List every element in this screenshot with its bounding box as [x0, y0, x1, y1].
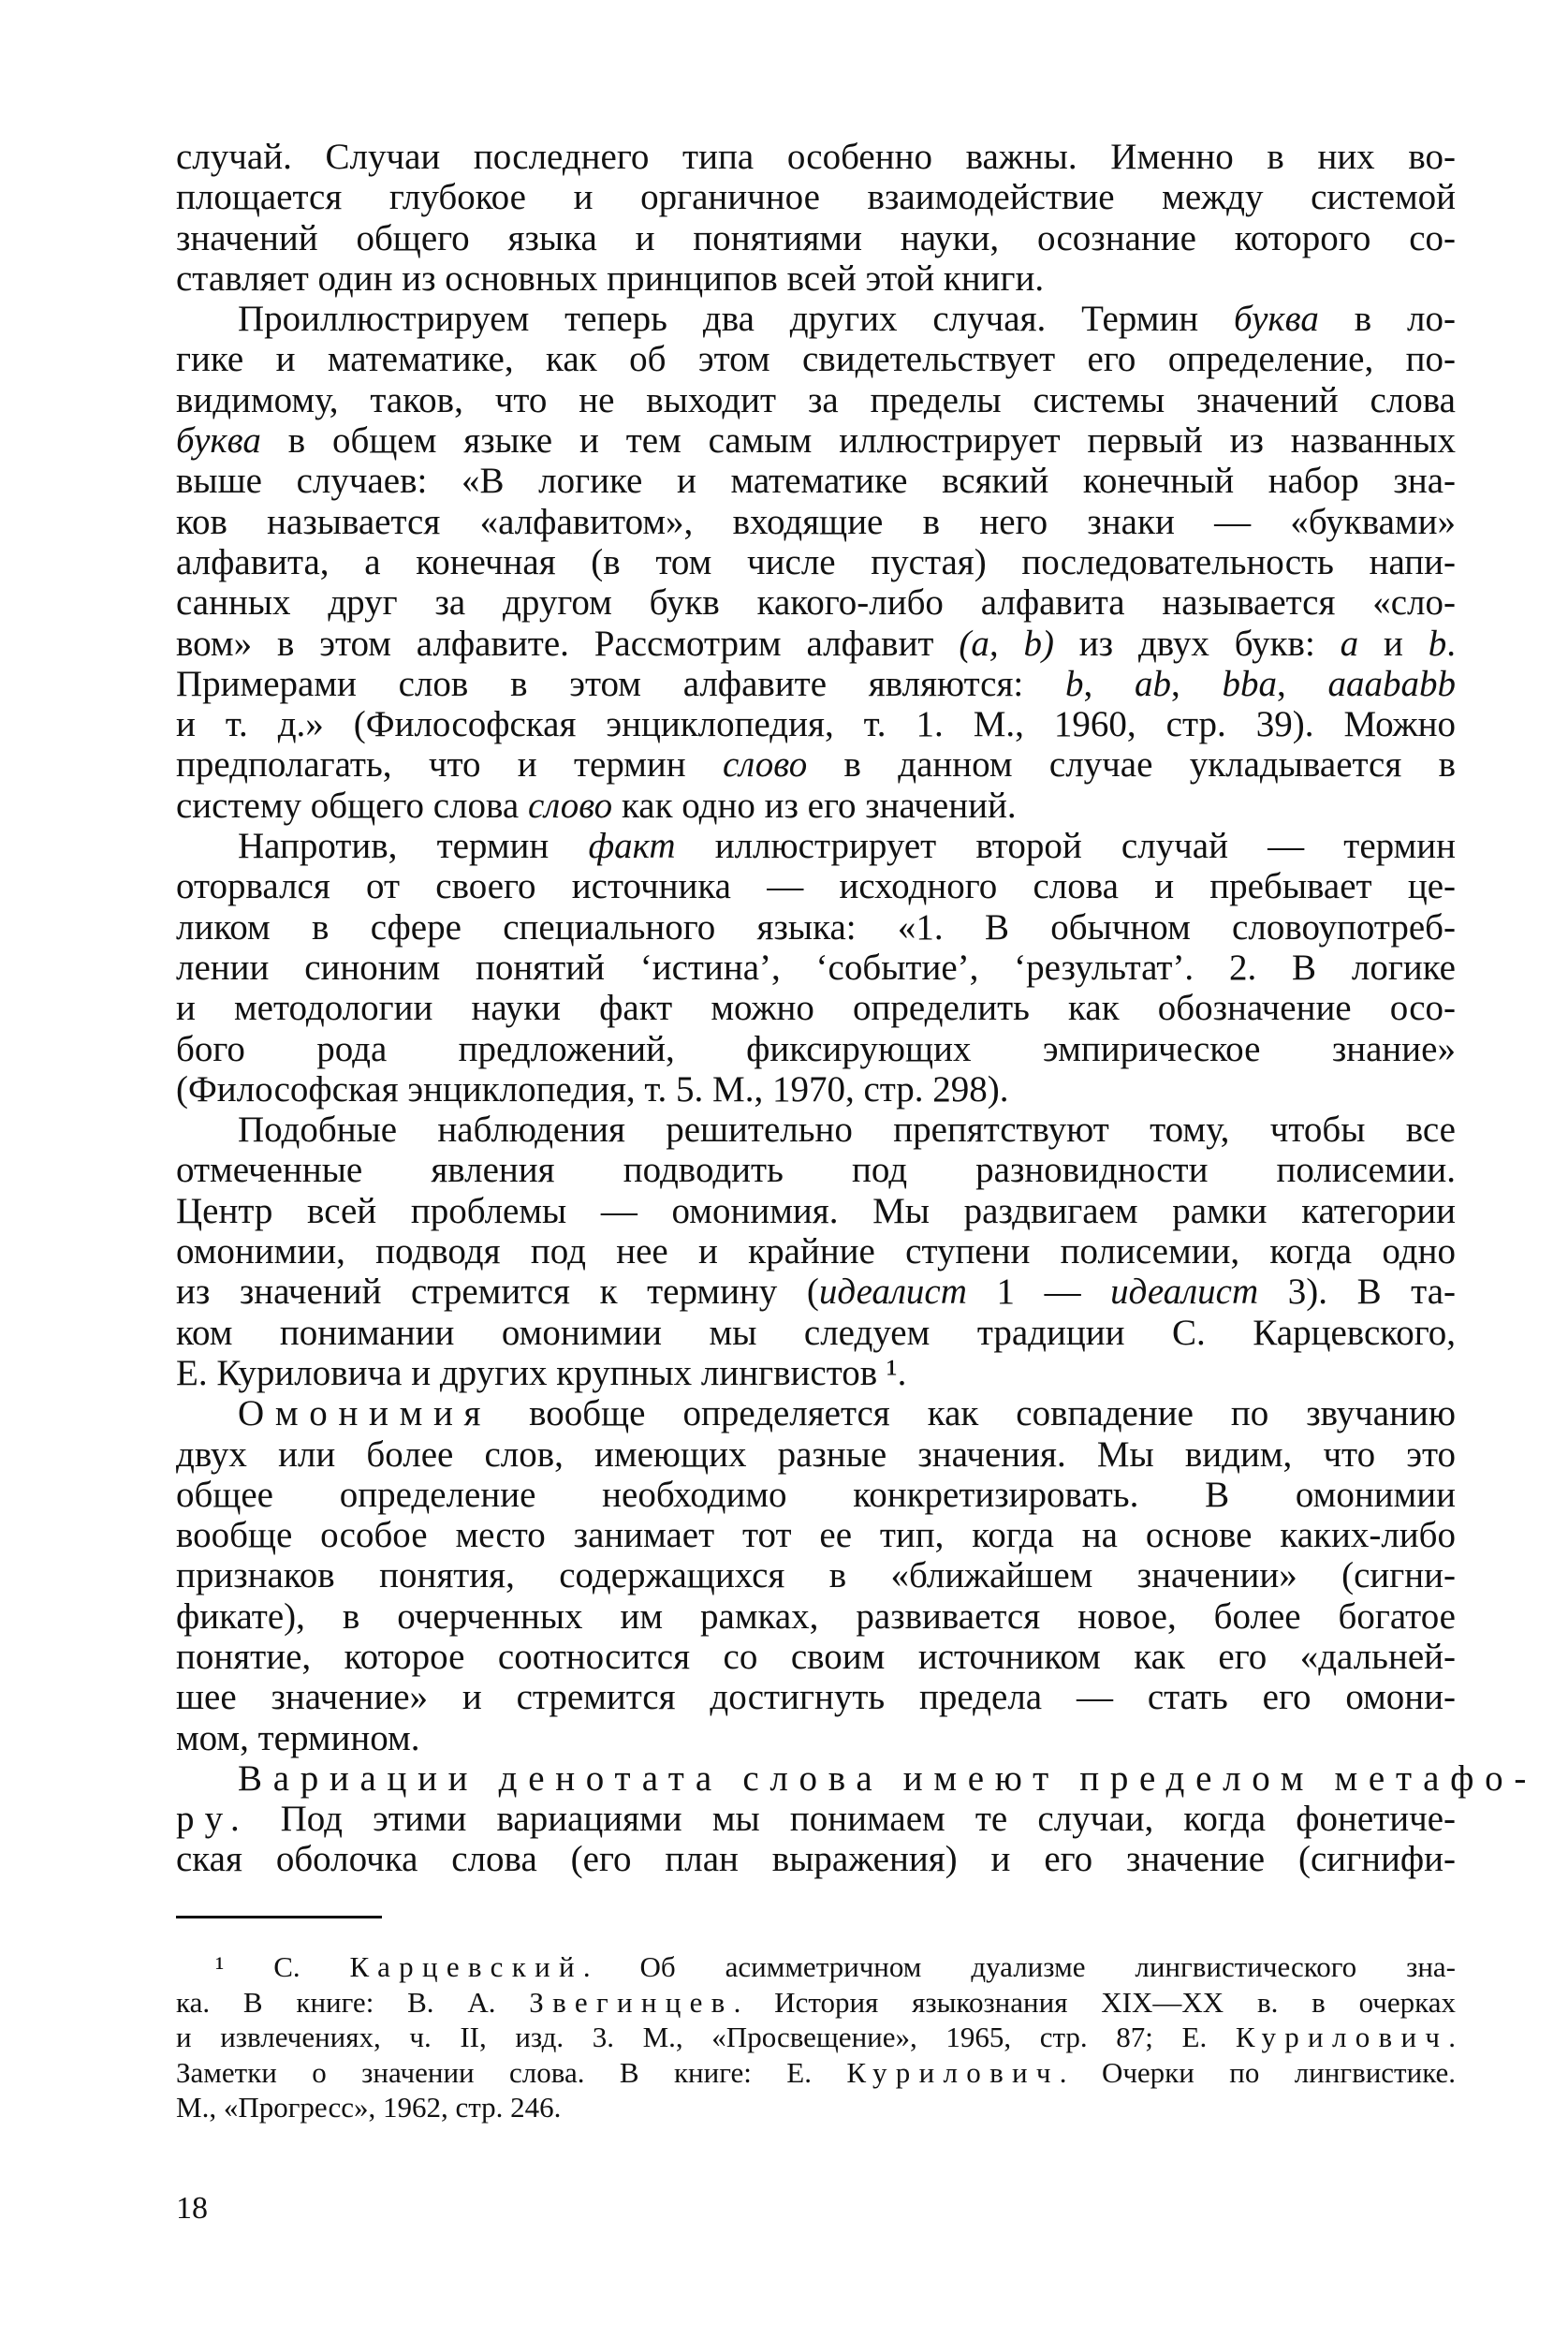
italic-term: aaababb: [1327, 663, 1456, 704]
paragraph: [176, 1110, 1456, 1393]
spaced-text: Омонимия: [238, 1393, 492, 1434]
text-segment: санных друг за другом букв какого-либо алфавита называется «сло-: [176, 582, 1456, 624]
italic-term: ab: [1135, 663, 1171, 704]
text-segment: и т. д.» (Философская энциклопедия, т. 1. М., 1960, стр. 39). Можно: [176, 704, 1456, 745]
text-segment: в общем языке и тем самым иллюстрирует первый из названных: [260, 420, 1456, 462]
text-segment: и извлечениях, ч. II, изд. 3. М., «Просвещение», 1965, стр. 87; Е.: [176, 2021, 1236, 2054]
text-line: [176, 1150, 1456, 1190]
text-line: [176, 1110, 1456, 1150]
text-segment: ская оболочка слова (его план выражения) и его значение (сигнифи-: [176, 1839, 1456, 1880]
text-line: [176, 664, 1456, 704]
text-segment: ставляет один из основных принципов всей этой книги.: [176, 257, 1045, 299]
italic-term: буква: [176, 420, 261, 462]
text-segment: шее значение» и стремится достигнуть предела — стать его омони-: [176, 1677, 1456, 1718]
text-segment: Напротив, термин: [238, 826, 589, 867]
text-segment: Примерами слов в этом алфавите являются:: [176, 663, 1065, 704]
text-line: [176, 2020, 1456, 2055]
text-line: [176, 704, 1456, 744]
footnote: [176, 1949, 1456, 2125]
text-segment: из двух букв:: [1053, 623, 1341, 664]
text-segment: .: [1448, 2021, 1456, 2054]
text-line: [176, 1637, 1456, 1677]
text-segment: 3). В та-: [1258, 1272, 1456, 1313]
text-segment: ков называется «алфавитом», входящие в него знаки — «буквами»: [176, 501, 1456, 542]
text-segment: . История языкознания XIX—XX в. в очерках: [733, 1985, 1456, 2019]
text-line: [176, 2090, 1456, 2125]
text-line: [176, 786, 1456, 826]
page-number: 18: [176, 2191, 208, 2226]
text-line: [176, 1555, 1456, 1595]
text-segment: бого рода предложений, фиксирующих эмпирическое знание»: [176, 1028, 1456, 1069]
italic-term: идеалист: [1110, 1272, 1259, 1313]
text-segment: (Философская энциклопедия, т. 5. М., 1970, стр. 298).: [176, 1068, 1009, 1110]
text-line: [176, 1353, 1456, 1393]
text-line: [176, 1596, 1456, 1637]
text-line: [176, 258, 1456, 299]
italic-term: b: [1428, 623, 1447, 664]
text-line: [176, 1434, 1456, 1475]
text-line: [176, 502, 1456, 542]
paragraph: [176, 1757, 1538, 1880]
paragraph: [176, 826, 1456, 1110]
text-line: [176, 744, 1456, 785]
spaced-text: Курилович: [1235, 2021, 1449, 2054]
text-segment: ком понимании омонимии мы следуем традиции С. Карцевского,: [176, 1312, 1456, 1353]
paragraph: [176, 299, 1456, 826]
text-segment: омонимии, подводя под нее и крайние ступени полисемии, когда одно: [176, 1231, 1456, 1272]
text-segment: предполагать, что и термин: [176, 744, 723, 786]
text-segment: Под этими вариациями мы понимаем те случаи, когда фонетиче-: [250, 1799, 1456, 1840]
text-line: [176, 1272, 1456, 1312]
italic-term: слово: [722, 744, 808, 786]
text-segment: фикате), в очерченных им рамках, развивается новое, более богатое: [176, 1595, 1456, 1637]
text-line: [176, 1191, 1456, 1231]
text-segment: вообще особое место занимает тот ее тип, когда на основе каких-либо: [176, 1515, 1456, 1556]
text-line: [176, 826, 1456, 866]
text-segment: из значений стремится к термину (: [176, 1272, 819, 1313]
italic-term: факт: [588, 826, 676, 867]
text-line: [176, 866, 1456, 906]
text-line: [176, 907, 1456, 948]
text-segment: оторвался от своего источника — исходного слова и пребывает це-: [176, 866, 1456, 907]
text-segment: систему общего слова: [176, 785, 528, 826]
text-line: [176, 1475, 1456, 1515]
text-segment: отмеченные явления подводить под разновидности полисемии.: [176, 1150, 1456, 1191]
text-line: [176, 1029, 1456, 1069]
spaced-text: Курилович: [846, 2055, 1060, 2089]
text-segment: ,: [1171, 663, 1223, 704]
paragraph: [176, 1393, 1456, 1758]
text-segment: понятие, которое соотносится со своим источником как его «дальней-: [176, 1636, 1456, 1677]
text-line: [176, 1393, 1456, 1433]
text-segment: алфавита, а конечная (в том числе пустая) последовательность напи-: [176, 541, 1456, 582]
text-segment: в ло-: [1318, 299, 1456, 340]
text-segment: Е. Куриловича и других крупных лингвистов ¹.: [176, 1352, 907, 1393]
text-line: [176, 380, 1456, 420]
text-segment: Подобные наблюдения решительно препятствуют тому, чтобы все: [238, 1110, 1456, 1151]
text-segment: . Об асимметричном дуализме лингвистического зна-: [582, 1950, 1456, 1983]
italic-term: a: [1340, 623, 1359, 664]
text-line: [176, 1313, 1456, 1353]
text-line: [176, 948, 1456, 988]
text-line: [176, 1069, 1456, 1110]
text-segment: двух или более слов, имеющих разные значения. Мы видим, что это: [176, 1433, 1456, 1475]
text-line: [176, 988, 1456, 1028]
text-line: [176, 1985, 1456, 2021]
spaced-text: ру.: [176, 1799, 251, 1840]
spaced-text: Карцевский: [349, 1950, 583, 1983]
text-segment: значений общего языка и понятиями науки, осознание которого со-: [176, 217, 1456, 258]
text-segment: .: [1446, 623, 1457, 664]
text-segment: вом» в этом алфавите. Рассмотрим алфавит: [176, 623, 960, 664]
text-line: [176, 2055, 1456, 2091]
italic-term: (a, b): [959, 623, 1054, 664]
text-segment: ,: [1083, 663, 1135, 704]
text-segment: общее определение необходимо конкретизировать. В омонимии: [176, 1474, 1456, 1515]
text-line: [176, 420, 1456, 461]
text-segment: ка. В книге: В. А.: [176, 1985, 530, 2019]
body-text: [176, 137, 1538, 1880]
text-line: [176, 461, 1456, 501]
text-line: [176, 177, 1456, 217]
spaced-text: Звегинцев: [529, 1985, 734, 2019]
text-segment: признаков понятия, содержащихся в «ближайшем значении» (сигни-: [176, 1555, 1456, 1596]
text-line: [176, 1231, 1456, 1272]
text-segment: ликом в сфере специального языка: «1. В обычном словоупотреб-: [176, 906, 1456, 948]
text-line: [176, 624, 1456, 664]
text-segment: случай. Случаи последнего типа особенно важны. Именно в них во-: [176, 137, 1456, 177]
text-segment: видимому, таков, что не выходит за пределы системы значений слова: [176, 379, 1456, 420]
text-segment: лении синоним понятий ‘истина’, ‘событие’, ‘результат’. 2. В логике: [176, 947, 1456, 988]
footnote-rule: [176, 1916, 382, 1918]
text-line: [176, 339, 1456, 379]
text-segment: . Очерки по лингвистике.: [1059, 2055, 1456, 2089]
text-line: [176, 218, 1456, 258]
text-line: [176, 1949, 1456, 1985]
text-segment: площается глубокое и органичное взаимодействие между системой: [176, 177, 1456, 218]
spaced-text: Вариации денотата слова имеют пределом метафо-: [238, 1757, 1538, 1799]
italic-term: bba: [1222, 663, 1277, 704]
italic-term: b: [1065, 663, 1084, 704]
text-segment: гике и математике, как об этом свидетельствует его определение, по-: [176, 339, 1456, 380]
text-segment: как одно из его значений.: [612, 785, 1017, 826]
text-segment: в данном случае укладывается в: [807, 744, 1456, 786]
text-line: [176, 582, 1456, 623]
text-segment: вообще определяется как совпадение по звучанию: [491, 1393, 1456, 1434]
text-line: [176, 299, 1456, 339]
text-segment: мом, термином.: [176, 1717, 420, 1758]
text-line: [176, 1515, 1456, 1555]
text-line: [176, 1757, 1538, 1799]
text-segment: иллюстрирует второй случай — термин: [675, 826, 1456, 867]
text-segment: выше случаев: «В логике и математике всякий конечный набор зна-: [176, 461, 1456, 502]
text-segment: М., «Прогресс», 1962, стр. 246.: [176, 2091, 562, 2124]
text-line: [176, 1839, 1456, 1879]
text-segment: Проиллюстрируем теперь два других случая. Термин: [238, 299, 1235, 340]
text-segment: 1 —: [966, 1272, 1111, 1313]
text-line: [176, 1799, 1456, 1839]
text-line: [176, 542, 1456, 582]
text-segment: ,: [1277, 663, 1328, 704]
paragraph: [176, 137, 1456, 299]
text-line: [176, 137, 1456, 177]
text-segment: Заметки о значении слова. В книге: Е.: [176, 2055, 847, 2089]
italic-term: идеалист: [818, 1272, 967, 1313]
text-segment: ¹ С.: [215, 1950, 350, 1983]
text-line: [176, 1677, 1456, 1717]
italic-term: буква: [1234, 299, 1319, 340]
text-segment: и методологии науки факт можно определить как обозначение осо-: [176, 988, 1456, 1029]
text-segment: Центр всей проблемы — омонимия. Мы раздвигаем рамки категории: [176, 1190, 1456, 1231]
italic-term: слово: [527, 785, 613, 826]
text-line: [176, 1718, 1456, 1758]
text-segment: и: [1358, 623, 1429, 664]
